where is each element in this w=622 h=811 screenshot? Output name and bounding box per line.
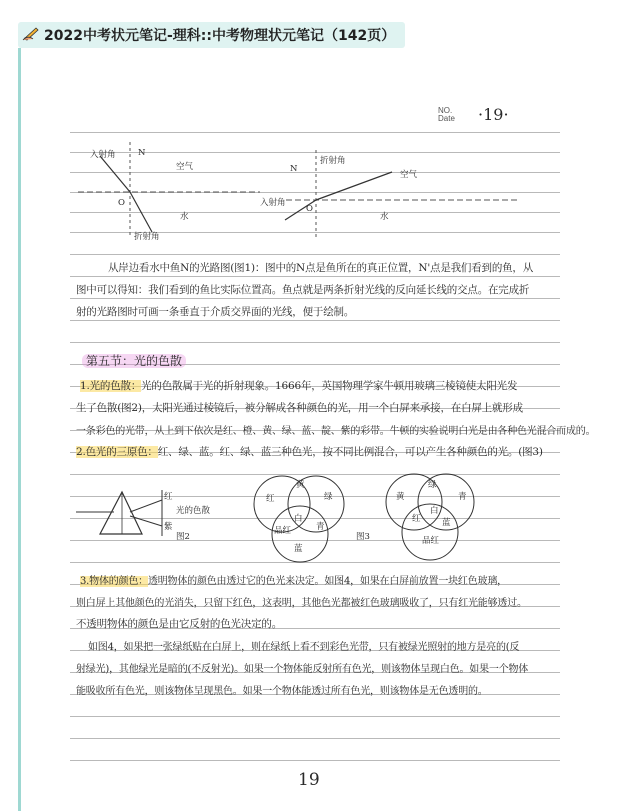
fig4-green-label: 绿 bbox=[428, 480, 437, 490]
d2-o-label: O bbox=[306, 204, 313, 214]
fig3-blue-label: 蓝 bbox=[294, 544, 303, 554]
fig4-red-label: 红 bbox=[412, 514, 421, 524]
dispersion-text: 光的色散属于光的折射现象。1666年，英国物理学家牛顿用玻璃三棱镜使太阳光发 bbox=[141, 380, 518, 392]
d1-incident-label: 入射角 bbox=[90, 150, 116, 160]
fig2-caption: 图2 bbox=[176, 532, 190, 542]
d1-o-label: O bbox=[118, 198, 125, 208]
fig3-purple-label: 品红 bbox=[274, 526, 292, 536]
figure-4-subtractive-colors bbox=[30, 60, 590, 580]
date-label: Date bbox=[438, 114, 455, 123]
fig4-yellow-label: 黄 bbox=[396, 492, 405, 502]
primary-text: 红、绿、蓝。红、绿、蓝三种色光，按不同比例混合，可以产生各种颜色的光。(图3) bbox=[157, 446, 543, 458]
document-title-badge bbox=[18, 22, 405, 48]
objects-text: 透明物体的颜色由透过它的色光来决定。如图4，如果在白屏前放置一块红色玻璃， bbox=[147, 576, 507, 587]
objects-lead: 3.物体的颜色： bbox=[80, 576, 148, 587]
date-value: ·19· bbox=[478, 105, 509, 124]
dispersion-line: 一条彩色的光带，从上到下依次是红、橙、黄、绿、蓝、靛、紫的彩带。牛顿的实验说明白光是由各种色光混合而成的。 bbox=[76, 426, 596, 437]
fig4-blue-label: 蓝 bbox=[442, 518, 451, 528]
objects-line: 则白屏上其他颜色的光消失，只留下红色，这表明，其他色光都被红色玻璃吸收了，只有红光能够透过。 bbox=[76, 598, 527, 609]
fig2-red-label: 红 bbox=[164, 492, 173, 502]
objects-line-1 bbox=[80, 572, 507, 587]
d2-refracted-label: 折射角 bbox=[320, 156, 346, 166]
ruled-line bbox=[70, 716, 560, 717]
d2-water-label: 水 bbox=[380, 212, 389, 222]
d2-normal-label: N bbox=[290, 164, 298, 174]
top-bar bbox=[0, 0, 622, 50]
pencil-hand-icon bbox=[22, 25, 40, 45]
fig2-violet-label: 紫 bbox=[164, 522, 173, 532]
d1-normal-label: N bbox=[138, 148, 146, 158]
d2-air-label: 空气 bbox=[400, 170, 418, 180]
document-title: 2022中考状元笔记-理科::中考物理状元笔记（142页） bbox=[44, 28, 396, 44]
dispersion-line: 生了色散(图2)，太阳光通过棱镜后，被分解成各种颜色的光，用一个白屏来承接，在白屏上就形成 bbox=[76, 402, 523, 414]
paragraph2-line: 射绿光)，其他绿光是暗的(不反射光)。如果一个物体能反射所有色光，则该物体呈现白色。如果一个物体 bbox=[76, 664, 529, 675]
paragraph1-line: 从岸边看水中鱼N的光路图(图1)：图中的N点是鱼所在的真正位置，N'点是我们看到的鱼，从 bbox=[108, 262, 534, 274]
fig2-band-label: 光的色散 bbox=[176, 506, 211, 516]
fig4-cyan-label: 青 bbox=[458, 492, 467, 502]
ruled-line bbox=[70, 738, 560, 739]
paragraph1-line: 图中可以得知：我们看到的鱼比实际位置高。鱼点就是两条折射光线的反向延长线的交点。在完成折 bbox=[76, 284, 530, 296]
paragraph2-line: 如图4，如果把一张绿纸贴在白屏上，则在绿纸上看不到彩色光带，只有被绿光照射的地方是亮的(反 bbox=[88, 642, 520, 653]
d1-air-label: 空气 bbox=[176, 162, 194, 172]
fig3-caption: 图3 bbox=[356, 532, 370, 542]
fig3-white-label: 白 bbox=[294, 514, 303, 524]
d2-incident-label: 入射角 bbox=[260, 198, 286, 208]
fig3-cyan-label: 青 bbox=[316, 522, 325, 532]
paragraph1-line: 射的光路图时可画一条垂直于介质交界面的光线，便于绘制。 bbox=[76, 306, 355, 318]
primary-lead: 2.色光的三原色： bbox=[76, 446, 158, 458]
page-number: 19 bbox=[298, 770, 320, 790]
d1-water-label: 水 bbox=[180, 212, 189, 222]
fig4-white-label: 白 bbox=[430, 506, 439, 516]
fig4-purple-label: 品红 bbox=[422, 536, 440, 546]
no-label: NO. bbox=[438, 106, 453, 115]
fig3-green-label: 绿 bbox=[324, 492, 333, 502]
d1-refracted-label: 折射角 bbox=[134, 232, 160, 242]
dispersion-lead: 1.光的色散： bbox=[80, 380, 142, 392]
left-accent-bar bbox=[18, 48, 21, 811]
ruled-line bbox=[70, 760, 560, 761]
notebook-page bbox=[30, 60, 596, 811]
objects-line: 不透明物体的颜色是由它反射的色光决定的。 bbox=[76, 618, 282, 630]
fig3-yellow-label: 黄 bbox=[296, 480, 305, 490]
fig3-red-label: 红 bbox=[266, 494, 275, 504]
paragraph2-line: 能吸收所有色光，则该物体呈现黑色。如果一个物体能透过所有色光，则该物体是无色透明的。 bbox=[76, 686, 488, 697]
section-title-text: 第五节：光的色散 bbox=[82, 354, 186, 368]
